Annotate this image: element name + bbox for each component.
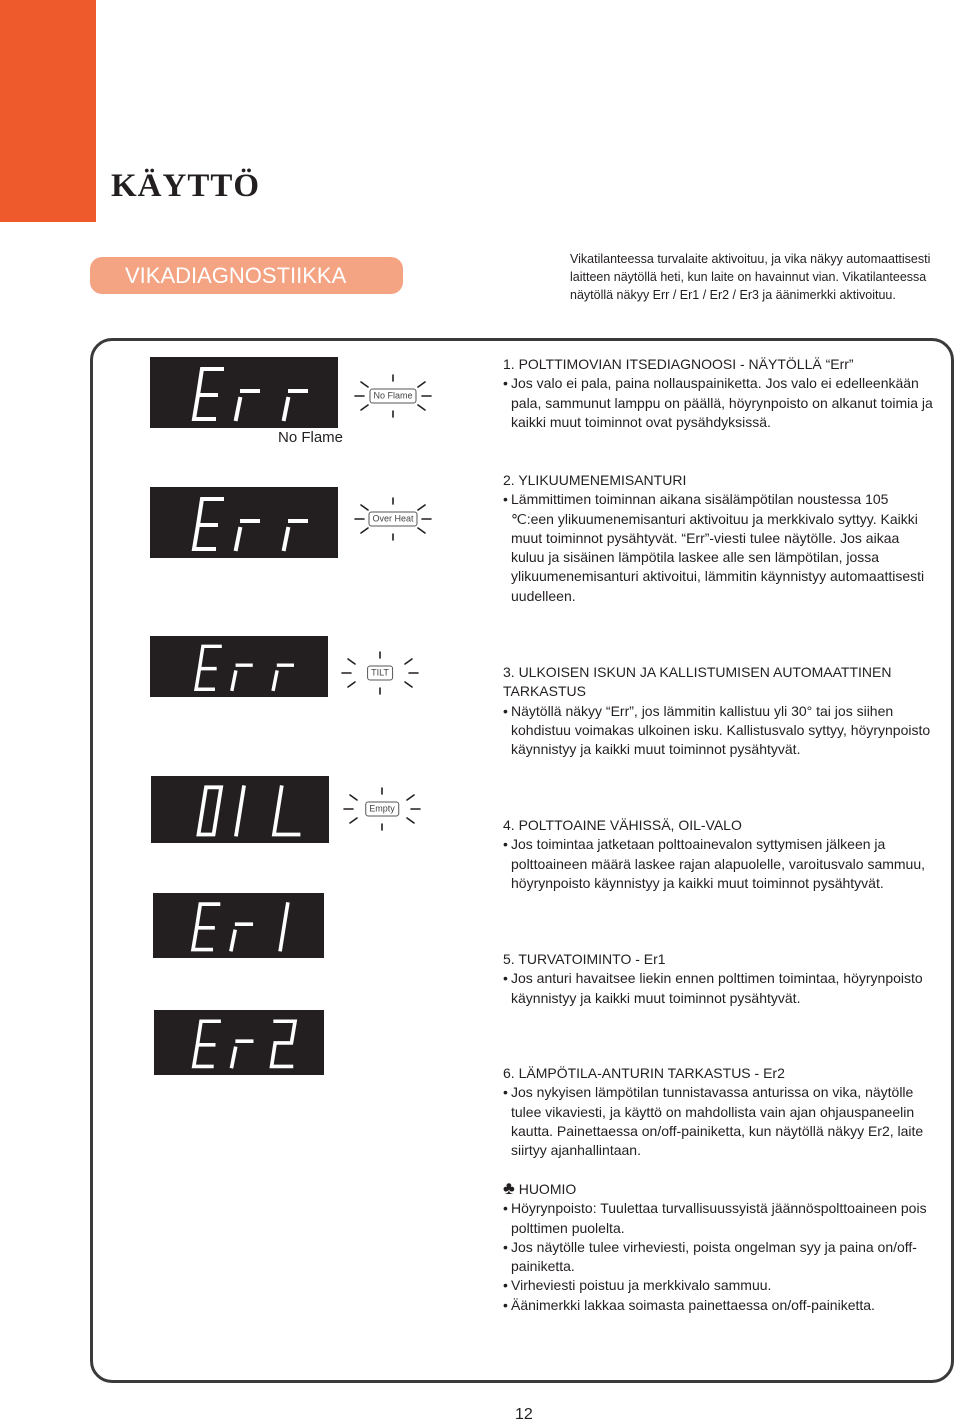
no-flame-indicator xyxy=(353,372,433,420)
corner-tab xyxy=(0,0,96,222)
no-flame-caption: No Flame xyxy=(278,429,344,446)
lcd-display-oil xyxy=(151,776,329,843)
note-bullet: • Virheviesti poistuu ja merkkivalo sammuu. xyxy=(503,1276,933,1295)
intro-text: Vikatilanteessa turvalaite aktivoituu, ja vika näkyy automaattisesti laitteen näytöllä heti, kun laite on havainnut vian. Vikatilanteessa näytöllä näkyy Err / Er1 / Er2 / Er3 ja äänimerkki aktivoituu. xyxy=(570,252,931,302)
note-bullet: • Äänimerkki lakkaa soimasta painettaessa on/off-painiketta. xyxy=(503,1296,933,1315)
bullet-item: • Jos nykyisen lämpötilan tunnistavassa anturissa on vika, näytölle tulee vikaviesti, ja käyttö on mahdollista vain ajan ohjauspaneelin kautta. Painettaessa on/off-painiketta, kun näytöllä näkyy Er2, laite siirtyy ajanhallintaan. xyxy=(503,1083,933,1160)
er1-readout-icon xyxy=(153,893,324,958)
tilt-indicator xyxy=(340,649,420,697)
lcd-display-er2 xyxy=(154,1010,324,1075)
section-heading: 2. YLIKUUMENEMISANTURI xyxy=(503,472,687,488)
oil-readout-icon xyxy=(151,776,329,843)
err-readout-icon xyxy=(150,636,328,697)
over-heat-indicator xyxy=(353,495,433,543)
section-heading: 6. LÄMPÖTILA-ANTURIN TARKASTUS - Er2 xyxy=(503,1065,785,1081)
lcd-display-err xyxy=(150,357,338,428)
section-no-flame xyxy=(503,355,933,432)
note-title: HUOMIO xyxy=(518,1181,577,1197)
section-heading: 3. ULKOISEN ISKUN JA KALLISTUMISEN AUTOMAATTINEN TARKASTUS xyxy=(503,664,892,700)
err-readout-icon xyxy=(150,357,338,428)
no-flame-lamp-label: No Flame xyxy=(369,389,416,404)
lcd-display-err xyxy=(150,487,338,558)
note-bullet: • Höyrynpoisto: Tuulettaa turvallisuussyistä jäännöspolttoaineen pois polttimen puolelta. xyxy=(503,1199,933,1238)
section-heading: 1. POLTTIMOVIAN ITSEDIAGNOOSI - NÄYTÖLLÄ “Err” xyxy=(503,356,854,372)
bullet-item: • Lämmittimen toiminnan aikana sisälämpötilan noustessa 105 ℃:een ylikuumenemisanturi aktivoituu ja merkkivalo syttyy. Kaikki muut toiminnot pysähtyvät. “Err”-viesti tulee näytölle. Jos aikaa kuluu ja sisäinen lämpötila laskee alle sen lämpötilan, jossa ylikuumenemisanturi aktivoitui, lämmitin käynnistyy automaattisesti uudelleen. xyxy=(503,490,933,606)
lcd-display-err xyxy=(150,636,328,697)
section-tilt xyxy=(503,663,933,759)
bullet-item: • Näytöllä näkyy “Err”, jos lämmitin kallistuu yli 30° tai jos siihen kohdistuu voimakas ulkoinen isku. Kallistusvalo syttyy, höyrynpoisto käynnistyy ja kaikki muut toiminnot pysähtyvät. xyxy=(503,702,933,760)
note-section xyxy=(503,1179,933,1315)
note-bullet: • Jos näytölle tulee virheviesti, poista ongelman syy ja paina on/off-painiketta. xyxy=(503,1238,933,1277)
section-heading: 4. POLTTOAINE VÄHISSÄ, OIL-VALO xyxy=(503,817,742,833)
er2-readout-icon xyxy=(154,1010,324,1075)
section-oil xyxy=(503,816,933,893)
note-heading xyxy=(503,1179,933,1199)
over-heat-lamp-label: Over Heat xyxy=(368,512,417,527)
page-number: 12 xyxy=(515,1406,533,1423)
section-heading: 5. TURVATOIMINTO - Er1 xyxy=(503,951,666,967)
section-er2 xyxy=(503,1064,933,1160)
section-label: VIKADIAGNOSTIIKKA xyxy=(90,257,403,294)
bullet-item: • Jos toimintaa jatketaan polttoainevalon syttymisen jälkeen ja polttoaineen määrä laskee rajan alapuolelle, varoitusvalo sammuu, höyrynpoisto käynnistyy ja kaikki muut toiminnot pysähtyvät. xyxy=(503,835,933,893)
section-er1 xyxy=(503,950,933,1008)
empty-indicator xyxy=(342,785,422,833)
err-readout-icon xyxy=(150,487,338,558)
section-overheat xyxy=(503,471,933,606)
page-title: KÄYTTÖ xyxy=(111,168,261,204)
lcd-display-er1 xyxy=(153,893,324,958)
bullet-item: • Jos anturi havaitsee liekin ennen polttimen toimintaa, höyrynpoisto käynnistyy ja kaikki muut toiminnot pysähtyvät. xyxy=(503,969,933,1008)
club-icon: ♣ xyxy=(503,1178,515,1198)
empty-lamp-label: Empty xyxy=(365,802,399,817)
bullet-item: • Jos valo ei pala, paina nollauspainiketta. Jos valo ei edelleenkään pala, sammunut lamppu on päällä, höyrynpoisto on alkanut toimia ja kaikki muut toiminnot ovat pysähdyksissä. xyxy=(503,374,933,432)
tilt-lamp-label: TILT xyxy=(367,666,393,681)
